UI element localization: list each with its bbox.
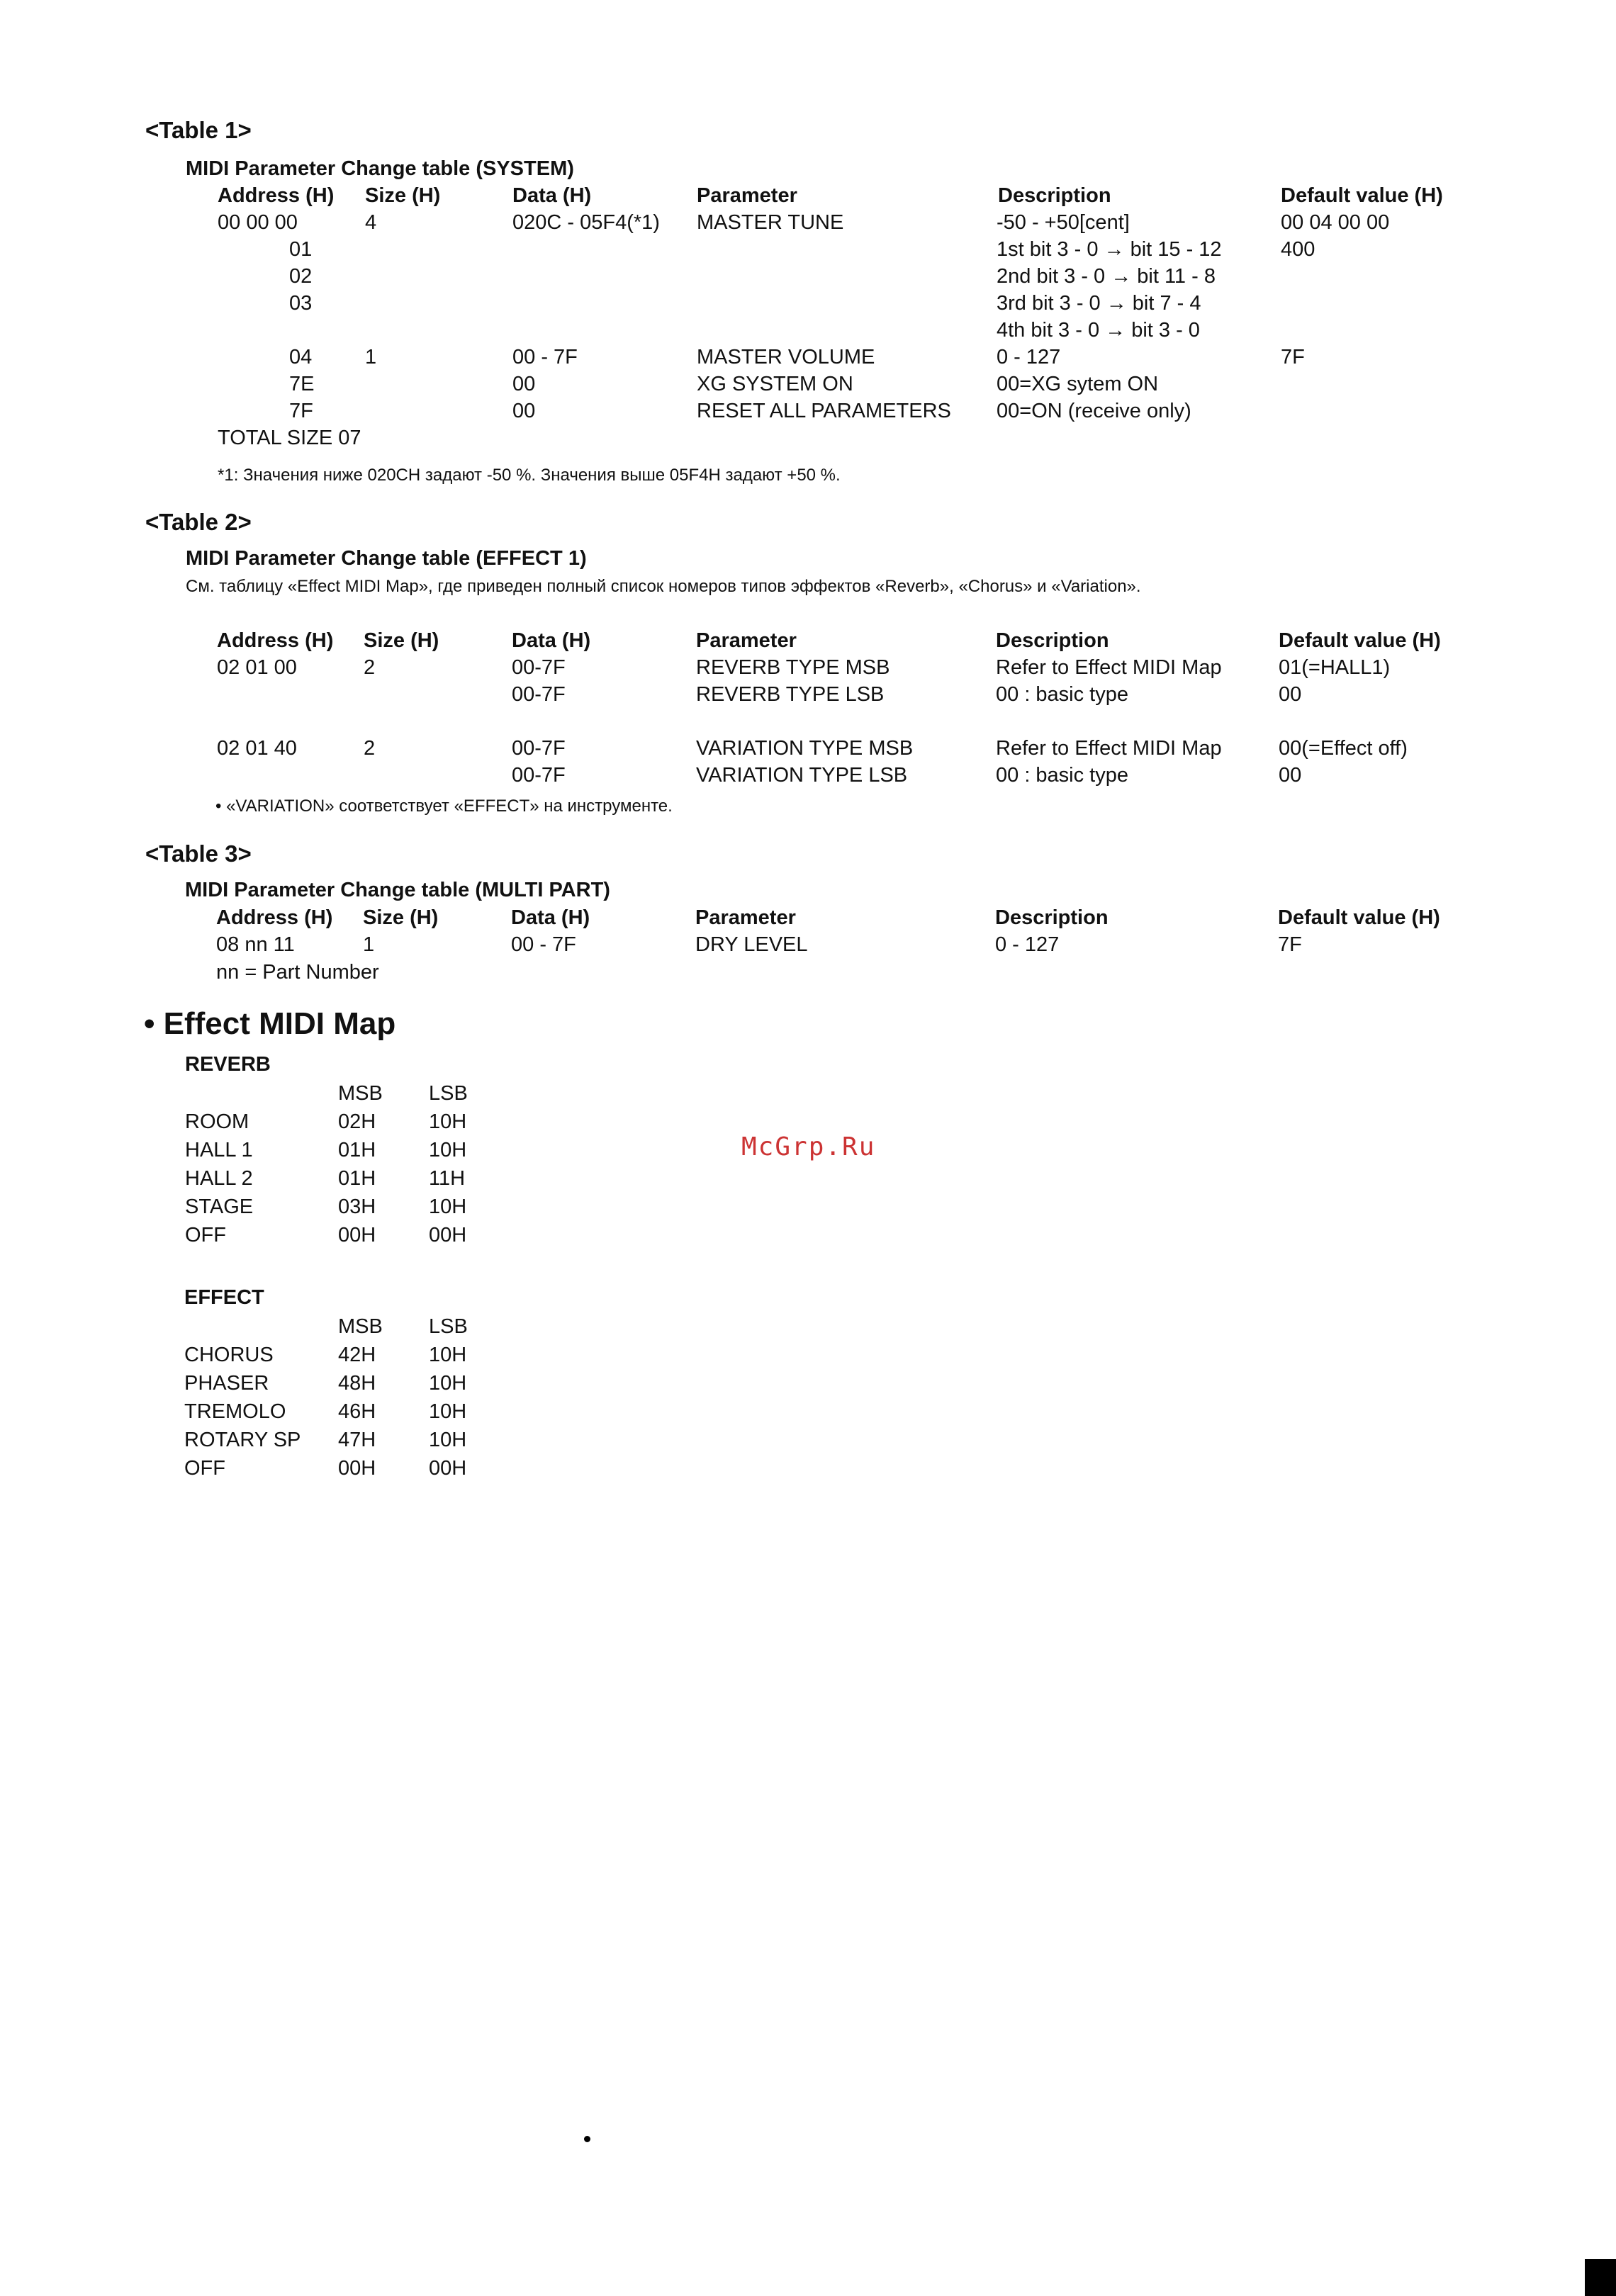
table2-header-description: Description xyxy=(996,629,1109,652)
table1-cell-description: 00=XG sytem ON xyxy=(997,373,1159,395)
table2-cell-description: 00 : basic type xyxy=(996,683,1128,706)
table1-cell-data: 00 xyxy=(512,400,536,422)
table2-cell-description: Refer to Effect MIDI Map xyxy=(996,737,1222,760)
reverb-row-name: STAGE xyxy=(185,1195,254,1218)
table1-cell-parameter: XG SYSTEM ON xyxy=(697,373,853,395)
table1-cell-data: 00 xyxy=(512,373,536,395)
table1-header-parameter: Parameter xyxy=(697,184,797,207)
table2-header-address: Address (H) xyxy=(217,629,334,652)
effect-map-title: • Effect MIDI Map xyxy=(144,1006,396,1041)
table2-cell-size: 2 xyxy=(364,737,376,760)
page-edge-mark xyxy=(1585,2259,1616,2296)
table1-cell-address: 01 xyxy=(289,238,313,261)
table2-cell-default: 00(=Effect off) xyxy=(1279,737,1408,760)
table1-total-size: TOTAL SIZE 07 xyxy=(218,427,361,449)
table1-cell-default: 400 xyxy=(1281,238,1315,261)
effect-row-name: OFF xyxy=(184,1457,225,1480)
table2-header-default: Default value (H) xyxy=(1279,629,1441,652)
table1-cell-description: 0 - 127 xyxy=(997,346,1061,368)
table2-subtitle: MIDI Parameter Change table (EFFECT 1) xyxy=(186,547,587,570)
table1-header-address: Address (H) xyxy=(218,184,335,207)
table2-cell-parameter: VARIATION TYPE MSB xyxy=(696,737,914,760)
table2-intro: См. таблицу «Effect MIDI Map», где приведен полный список номеров типов эффектов «Reverb», «Chorus» и «Variation». xyxy=(186,577,1141,596)
reverb-row-lsb: 11H xyxy=(429,1167,466,1190)
table1-header-data: Data (H) xyxy=(512,184,592,207)
effect-header-lsb: LSB xyxy=(429,1315,468,1338)
table3-cell-size: 1 xyxy=(363,933,375,956)
table1-cell-address: 00 00 00 xyxy=(218,211,298,234)
table1-cell-size: 4 xyxy=(365,211,377,234)
table2-cell-data: 00-7F xyxy=(512,737,566,760)
table1-heading: <Table 1> xyxy=(145,117,252,143)
effect-row-msb: 42H xyxy=(338,1344,376,1366)
table2-header-size: Size (H) xyxy=(364,629,439,652)
table2-cell-data: 00-7F xyxy=(512,683,566,706)
table1-header-description: Description xyxy=(998,184,1111,207)
table2-cell-default: 00 xyxy=(1279,764,1302,787)
reverb-header-msb: MSB xyxy=(338,1082,383,1105)
table3-cell-description: 0 - 127 xyxy=(995,933,1060,956)
effect-row-name: PHASER xyxy=(184,1372,269,1395)
table2-header-data: Data (H) xyxy=(512,629,591,652)
effect-row-name: CHORUS xyxy=(184,1344,274,1366)
table1-subtitle: MIDI Parameter Change table (SYSTEM) xyxy=(186,157,574,180)
table3-header-description: Description xyxy=(995,906,1109,929)
reverb-row-msb: 03H xyxy=(338,1195,376,1218)
table1-cell-size: 1 xyxy=(365,346,377,368)
table1-cell-address: 03 xyxy=(289,292,313,315)
table3-heading: <Table 3> xyxy=(145,840,252,867)
reverb-row-msb: 01H xyxy=(338,1139,376,1161)
table2-heading: <Table 2> xyxy=(145,509,252,535)
table3-cell-parameter: DRY LEVEL xyxy=(695,933,808,956)
table1-cell-address: 04 xyxy=(289,346,313,368)
table1-cell-data: 020C - 05F4(*1) xyxy=(512,211,660,234)
table1-cell-description: -50 - +50[cent] xyxy=(997,211,1130,234)
reverb-row-msb: 02H xyxy=(338,1110,376,1133)
effect-row-name: ROTARY SP xyxy=(184,1429,301,1451)
table2-cell-parameter: REVERB TYPE MSB xyxy=(696,656,890,679)
table3-header-address: Address (H) xyxy=(216,906,333,929)
effect-header-msb: MSB xyxy=(338,1315,383,1338)
reverb-row-msb: 00H xyxy=(338,1224,376,1247)
watermark-text: McGrp.Ru xyxy=(741,1132,876,1161)
table1-footnote: *1: Значения ниже 020CH задают -50 %. Значения выше 05F4H задают +50 %. xyxy=(218,466,841,485)
table3-cell-address: 08 nn 11 xyxy=(216,933,295,956)
table1-cell-address: 7E xyxy=(289,373,315,395)
reverb-row-name: HALL 2 xyxy=(185,1167,253,1190)
table1-cell-parameter: MASTER TUNE xyxy=(697,211,844,234)
table1-cell-data: 00 - 7F xyxy=(512,346,578,368)
effect-row-lsb: 10H xyxy=(429,1344,467,1366)
effect-label: EFFECT xyxy=(184,1286,264,1309)
effect-row-msb: 00H xyxy=(338,1457,376,1480)
table2-cell-data: 00-7F xyxy=(512,656,566,679)
table2-cell-parameter: REVERB TYPE LSB xyxy=(696,683,885,706)
table2-note: • «VARIATION» соответствует «EFFECT» на инструменте. xyxy=(215,797,673,816)
table2-cell-data: 00-7F xyxy=(512,764,566,787)
reverb-row-lsb: 10H xyxy=(429,1139,467,1161)
table2-cell-description: 00 : basic type xyxy=(996,764,1128,787)
table2-cell-default: 00 xyxy=(1279,683,1302,706)
table1-cell-parameter: MASTER VOLUME xyxy=(697,346,875,368)
table1-cell-description: 1st bit 3 - 0 → bit 15 - 12 xyxy=(997,238,1222,261)
table1-cell-parameter: RESET ALL PARAMETERS xyxy=(697,400,951,422)
reverb-row-lsb: 10H xyxy=(429,1195,467,1218)
table1-header-default: Default value (H) xyxy=(1281,184,1443,207)
table3-header-default: Default value (H) xyxy=(1278,906,1440,929)
table1-cell-description: 2nd bit 3 - 0 → bit 11 - 8 xyxy=(997,265,1216,288)
table1-header-size: Size (H) xyxy=(365,184,441,207)
effect-row-lsb: 10H xyxy=(429,1372,467,1395)
table2-cell-size: 2 xyxy=(364,656,376,679)
table3-subtitle: MIDI Parameter Change table (MULTI PART) xyxy=(185,879,610,901)
effect-row-name: TREMOLO xyxy=(184,1400,286,1423)
reverb-row-lsb: 00H xyxy=(429,1224,467,1247)
effect-row-lsb: 10H xyxy=(429,1400,467,1423)
table1-cell-default: 7F xyxy=(1281,346,1305,368)
table3-header-data: Data (H) xyxy=(511,906,590,929)
table2-cell-description: Refer to Effect MIDI Map xyxy=(996,656,1222,679)
table3-header-parameter: Parameter xyxy=(695,906,796,929)
reverb-row-name: ROOM xyxy=(185,1110,249,1133)
effect-row-msb: 47H xyxy=(338,1429,376,1451)
reverb-row-name: HALL 1 xyxy=(185,1139,253,1161)
effect-row-msb: 48H xyxy=(338,1372,376,1395)
table1-cell-address: 02 xyxy=(289,265,313,288)
reverb-label: REVERB xyxy=(185,1053,271,1076)
effect-row-lsb: 10H xyxy=(429,1429,467,1451)
reverb-row-lsb: 10H xyxy=(429,1110,467,1133)
table1-cell-description: 3rd bit 3 - 0 → bit 7 - 4 xyxy=(997,292,1201,315)
table3-cell-default: 7F xyxy=(1278,933,1302,956)
effect-row-msb: 46H xyxy=(338,1400,376,1423)
reverb-header-lsb: LSB xyxy=(429,1082,468,1105)
table2-cell-default: 01(=HALL1) xyxy=(1279,656,1391,679)
table1-cell-address: 7F xyxy=(289,400,313,422)
table3-cell-data: 00 - 7F xyxy=(511,933,576,956)
table2-cell-parameter: VARIATION TYPE LSB xyxy=(696,764,908,787)
reverb-row-msb: 01H xyxy=(338,1167,376,1190)
scan-dot xyxy=(584,2136,590,2142)
reverb-row-name: OFF xyxy=(185,1224,226,1247)
effect-row-lsb: 00H xyxy=(429,1457,467,1480)
table3-note: nn = Part Number xyxy=(216,961,379,984)
table1-cell-description: 4th bit 3 - 0 → bit 3 - 0 xyxy=(997,319,1200,342)
table3-header-size: Size (H) xyxy=(363,906,439,929)
table1-cell-description: 00=ON (receive only) xyxy=(997,400,1191,422)
table2-cell-address: 02 01 00 xyxy=(217,656,297,679)
table2-header-parameter: Parameter xyxy=(696,629,797,652)
table1-cell-default: 00 04 00 00 xyxy=(1281,211,1390,234)
table2-cell-address: 02 01 40 xyxy=(217,737,297,760)
